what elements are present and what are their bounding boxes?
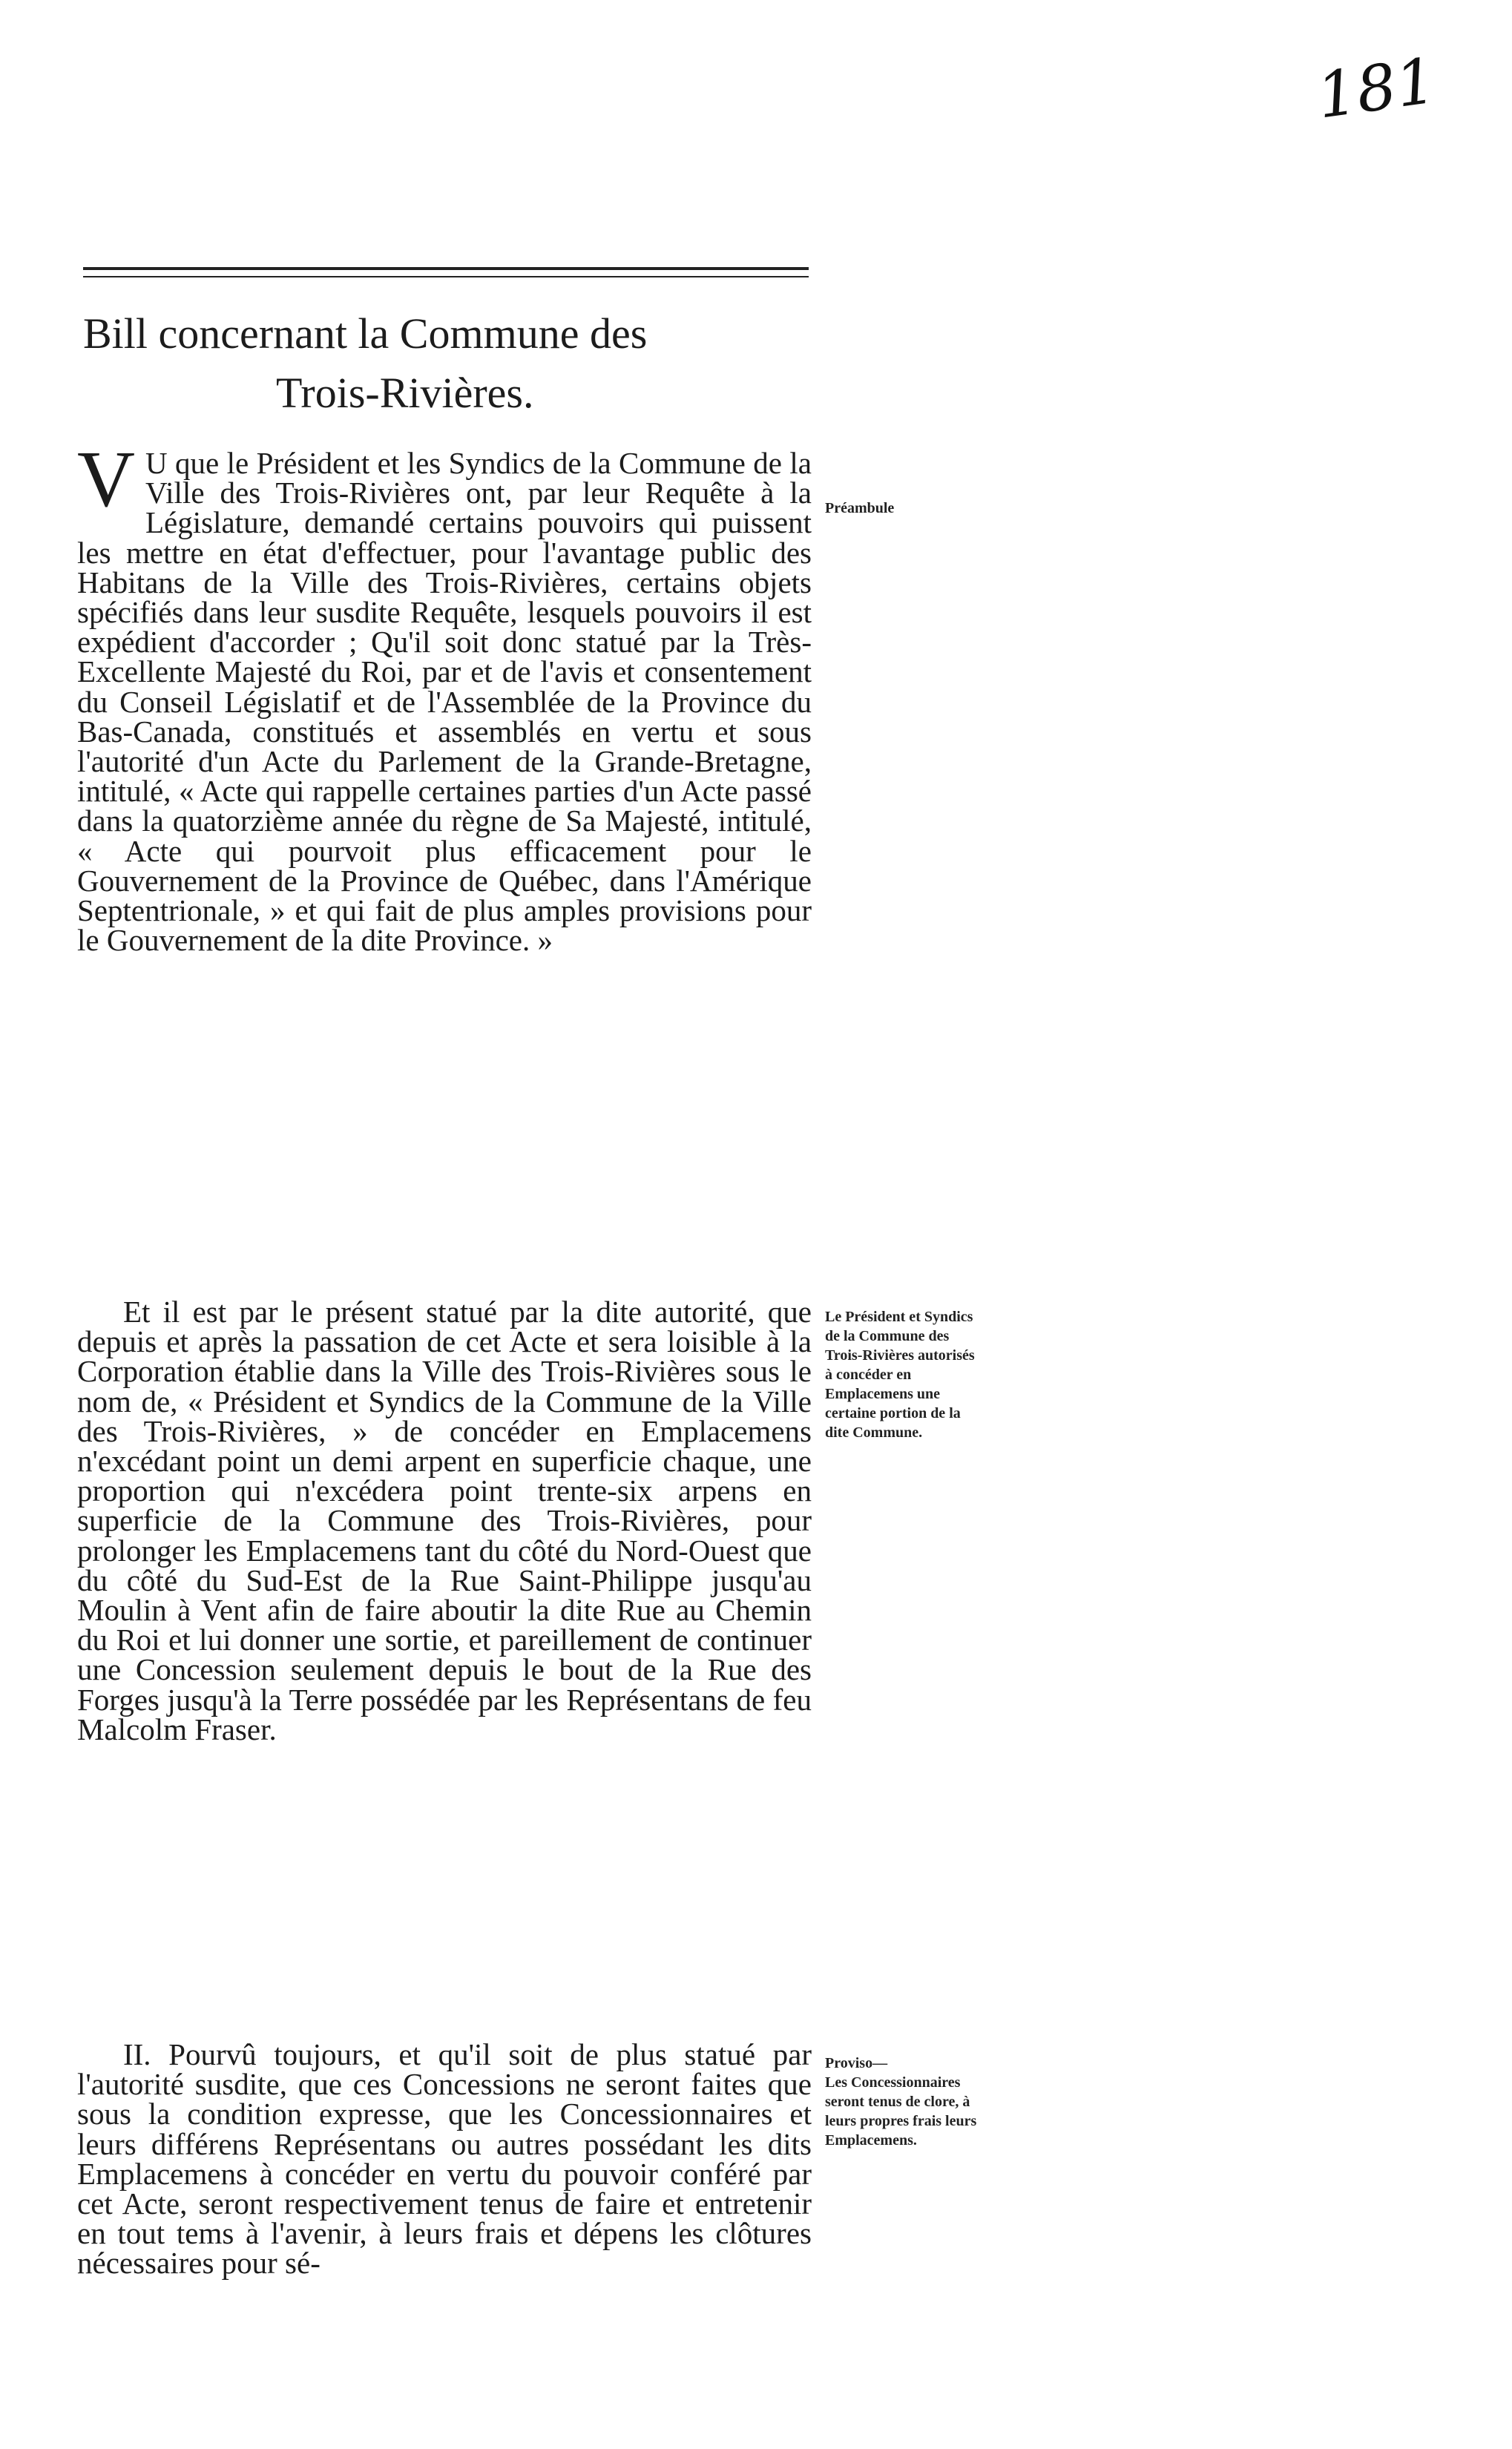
margin-note-preambule-text: Préambule (825, 500, 895, 516)
section-1-paragraph (77, 1297, 812, 1744)
title-line-2: Trois-Rivières. (276, 369, 534, 417)
page-number: 181 (1312, 44, 1441, 133)
preamble-text: U que le Président et les Syndics de la Commune de la Ville des Trois-Rivières ont, par leur Requête à la Législature, demandé certains pouvoirs qui puissent les mettre en état d'effectuer, pour l'avantage public des Habitans de la Ville des Trois-Rivières, certains objets spécifiés dans leur susdite Requête, lesquels pouvoirs il est expédient d'accorder ; Qu'il soit donc statué par la Très-Excellente Majesté du Roi, par et de l'avis et consentement du Conseil Législatif et de l'Assemblée de la Province du Bas-Canada, constitués et assemblés en vertu et sous l'autorité d'un Acte du Parlement de la Grande-Bretagne, intitulé, « Acte qui rappelle certaines parties d'un Acte passé dans la quatorzième année du règne de Sa Majesté, intitulé, « Acte qui pourvoit plus efficacement pour le Gouvernement de la Province de Québec, dans l'Amérique Septentrionale, » et qui fait de plus amples provisions pour le Gouvernement de la dite Province. » (77, 446, 812, 958)
margin-note-proviso (825, 2054, 984, 2150)
margin-note-concession (825, 1307, 984, 1442)
section-2-text: II. Pourvû toujours, et qu'il soit de plus statué par l'autorité susdite, que ces Concessions ne seront faites que sous la condition expresse, que les Concessionnaires et leurs différens Représentans ou autres possédant les dits Emplacemens à concéder en vertu du pouvoir conféré par cet Acte, seront respectivement tenus de faire et entretenir en tout tems à l'avenir, à leurs frais et dépens les clôtures nécessaires pour sé- (77, 2037, 812, 2281)
preamble-paragraph (77, 435, 812, 958)
top-rule-thin (83, 276, 809, 277)
margin-note-preambule (825, 499, 984, 518)
bill-title (83, 304, 818, 423)
margin-note-concession-text: Le Président et Syndics de la Commune des Trois-Rivières autorisés à concéder en Emplacemens une certaine portion de la dite Commune. (825, 1309, 975, 1441)
section-1-text: Et il est par le présent statué par la dite autorité, que depuis et après la passation de cet Acte et sera loisible à la Corporation établie dans la Ville des Trois-Rivières sous le nom de, « Président et Syndics de la Commune de la Ville des Trois-Rivières, » de concéder en Emplacemens n'excédant point un demi arpent en superficie chaque, une proportion qui n'excédera point trente-six arpens en superficie de la Commune des Trois-Rivières, pour prolonger les Emplacemens tant du côté du Nord-Ouest que du côté du Sud-Est de la Rue Saint-Philippe jusqu'au Moulin à Vent afin de faire aboutir la dite Rue au Chemin du Roi et lui donner une sortie, et pareillement de continuer une Concession seulement depuis le bout de la Rue des Forges jusqu'à la Terre possédée par les Représentans de feu Malcolm Fraser. (77, 1295, 812, 1746)
drop-cap: V (77, 435, 135, 524)
top-rule (83, 267, 809, 270)
title-line-1: Bill concernant la Commune des (83, 309, 648, 358)
margin-note-proviso-head: Proviso— (825, 2055, 888, 2071)
section-2-paragraph (77, 2037, 812, 2281)
margin-note-proviso-body: Les Concessionnaires seront tenus de clore, à leurs propres frais leurs Emplacemens. (825, 2074, 977, 2149)
